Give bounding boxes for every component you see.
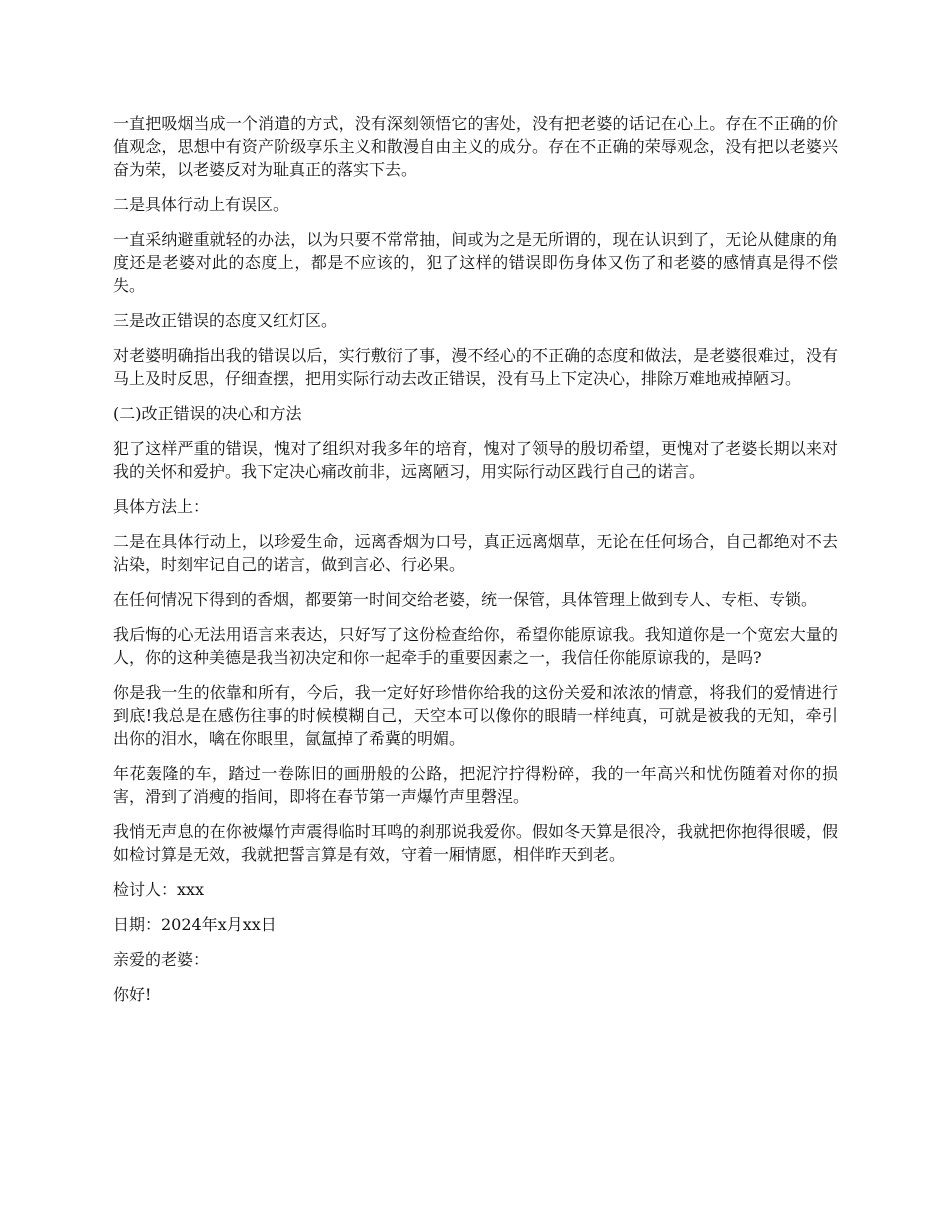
signature-line: 检讨人：xxx <box>113 880 205 899</box>
section-heading: 具体方法上： <box>113 497 210 516</box>
body-paragraph: 一直采纳避重就轻的办法，以为只要不常常抽，间或为之是无所谓的，现在认识到了，无论从健康的角度还是老婆对此的态度上，都是不应该的，犯了这样的错误即伤身体又伤了和老婆的感情真是得不偿失。 <box>113 230 838 295</box>
salutation: 亲爱的老婆： <box>113 950 210 969</box>
body-paragraph: 犯了这样严重的错误，愧对了组织对我多年的培育，愧对了领导的殷切希望，更愧对了老婆长期以来对我的关怀和爱护。我下定决心痛改前非，远离陋习，用实际行动区践行自己的诺言。 <box>113 439 838 481</box>
body-paragraph: 二是在具体行动上，以珍爱生命，远离香烟为口号，真正远离烟草，无论在任何场合，自己都绝对不去沾染，时刻牢记自己的诺言，做到言必、行必果。 <box>113 532 838 574</box>
body-paragraph: 你是我一生的依靠和所有，今后，我一定好好珍惜你给我的这份关爱和浓浓的情意，将我们的爱情进行到底!我总是在感伤往事的时候模糊自己，天空本可以像你的眼睛一样纯真，可就是被我的无知，牵引出你的泪水，噙在你眼里，氤氲掉了希冀的明媚。 <box>113 683 838 748</box>
body-paragraph: 在任何情况下得到的香烟，都要第一时间交给老婆，统一保管，具体管理上做到专人、专柜、专锁。 <box>113 590 818 609</box>
section-heading: (二)改正错误的决心和方法 <box>113 404 302 423</box>
date-line: 日期：2024年x月xx日 <box>113 915 277 934</box>
body-paragraph: 一直把吸烟当成一个消遣的方式，没有深刻领悟它的害处，没有把老婆的话记在心上。存在不正确的价值观念，思想中有资产阶级享乐主义和散漫自由主义的成分。存在不正确的荣辱观念，没有把以老婆兴奋为荣，以老婆反对为耻真正的落实下去。 <box>113 114 838 179</box>
body-paragraph: 年花轰隆的车，踏过一卷陈旧的画册般的公路，把泥泞拧得粉碎，我的一年高兴和忧伤随着对你的损害，滑到了消瘦的指间，即将在春节第一声爆竹声里磬涅。 <box>113 764 838 806</box>
greeting: 你好! <box>113 985 152 1004</box>
body-paragraph: 对老婆明确指出我的错误以后，实行敷衍了事，漫不经心的不正确的态度和做法，是老婆很难过，没有马上及时反思，仔细查摆，把用实际行动去改正错误，没有马上下定决心，排除万难地戒掉陋习。 <box>113 346 838 388</box>
section-heading: 三是改正错误的态度又红灯区。 <box>113 311 338 330</box>
section-heading: 二是具体行动上有误区。 <box>113 195 290 214</box>
body-paragraph: 我悄无声息的在你被爆竹声震得临时耳鸣的刹那说我爱你。假如冬天算是很冷，我就把你抱得很暖，假如检讨算是无效，我就把誓言算是有效，守着一厢情愿，相伴昨天到老。 <box>113 822 838 864</box>
body-paragraph: 我后悔的心无法用语言来表达，只好写了这份检查给你，希望你能原谅我。我知道你是一个宽宏大量的人，你的这种美德是我当初决定和你一起牵手的重要因素之一，我信任你能原谅我的，是吗? <box>113 625 838 667</box>
